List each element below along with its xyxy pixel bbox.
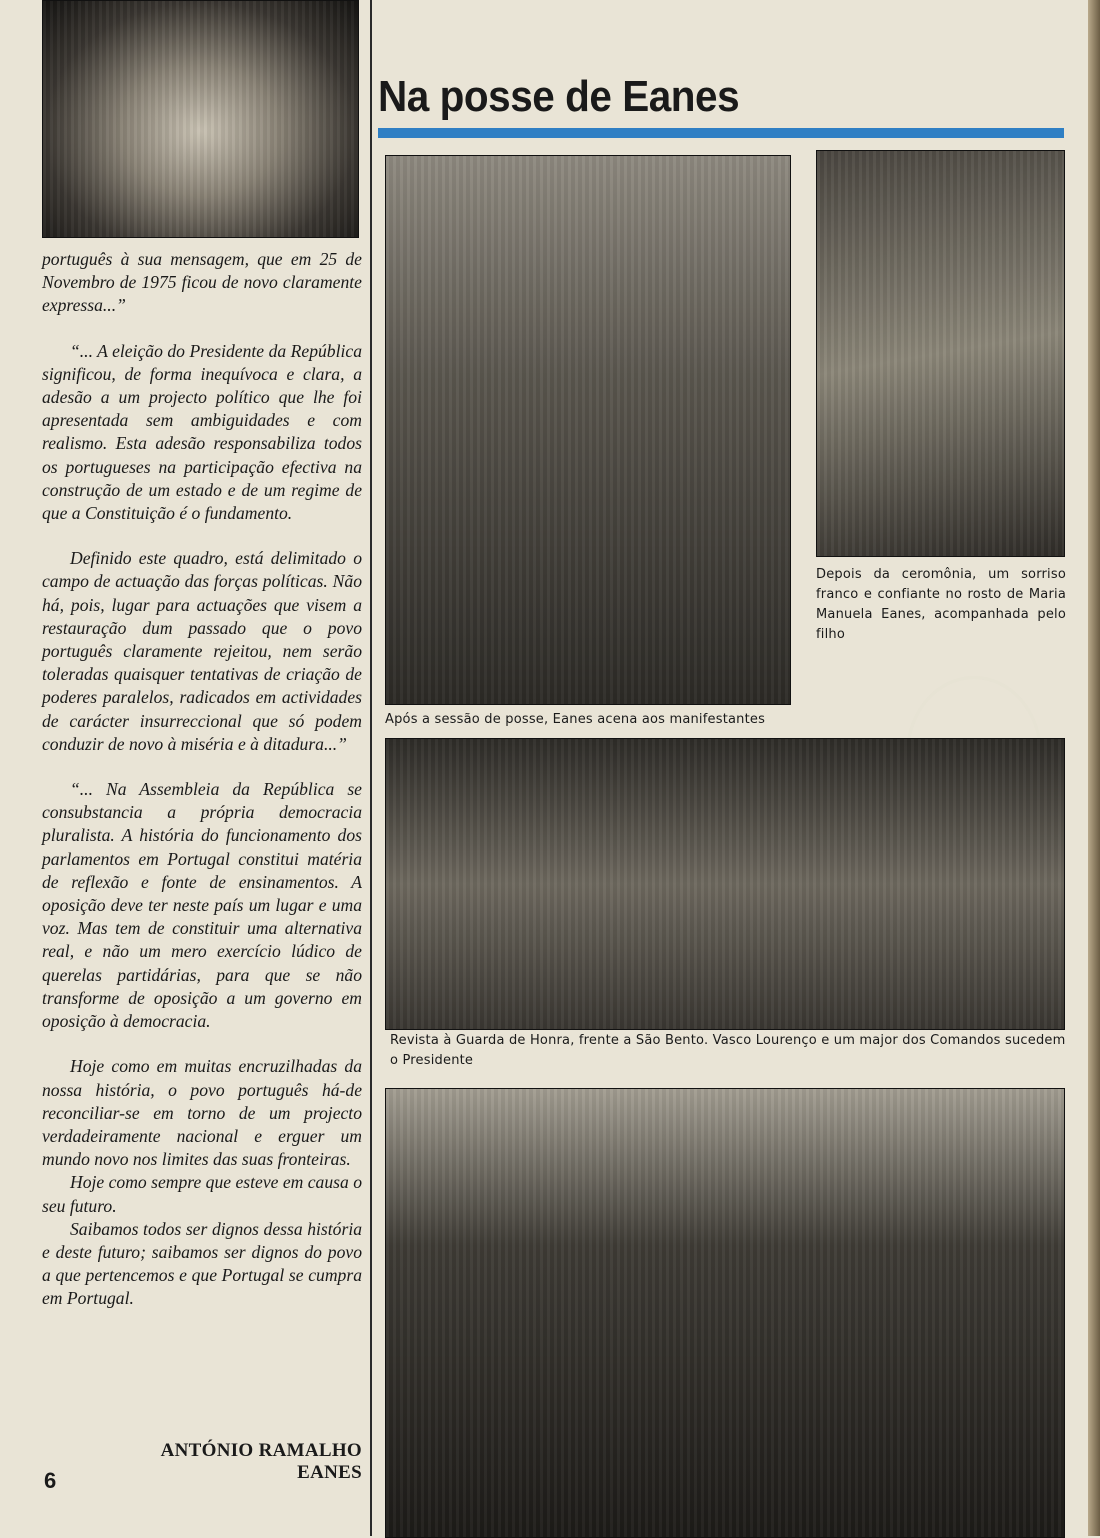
page-number: 6 bbox=[44, 1468, 57, 1493]
speech-paragraph: Hoje como em muitas encruzilhadas da nossa história, o povo português há-de reconciliar-se em torno de um projecto verdadeiramente nacional e erguer um mundo novo nos limites das suas fronteiras. bbox=[42, 1056, 362, 1170]
speech-signature: ANTÓNIO RAMALHO EANES bbox=[160, 1440, 362, 1483]
eanes-portrait-photo bbox=[42, 0, 359, 238]
speech-paragraph: Hoje como sempre que esteve em causa o seu futuro. bbox=[42, 1172, 362, 1216]
speech-paragraph: português à sua mensagem, que em 25 de Novembro de 1975 ficou de novo claramente expressa...” bbox=[42, 249, 362, 316]
balcony-caption: Após a sessão de posse, Eanes acena aos manifestantes bbox=[385, 712, 766, 727]
speech-column bbox=[42, 248, 362, 1311]
crowd-caption: Revista à Guarda de Honra, frente a São Bento. Vasco Lourenço e um major dos Comandos sucedem o Presidente bbox=[390, 1033, 1066, 1068]
speech-paragraph: Definido este quadro, está delimitado o campo de actuação das forças políticas. Não há, pois, lugar para actuações que visem a restauração dum passado que o povo português claramente rejeitou, nem serão toleradas quaisquer tentativas de criação de poderes paralelos, radicados em actividades de carácter insurreccional que só podem conduzir de novo à miséria e à ditadura...” bbox=[42, 548, 362, 754]
speech-paragraph: “... A eleição do Presidente da República significou, de forma inequívoca e clara, a adesão a um projecto político que lhe foi apresentada sem ambiguidades e com realismo. Esta adesão responsabiliza todos os portugueses na participação efectiva na construção de um estado e de um regime de que a Constituição é o fundamento. bbox=[42, 340, 362, 524]
article-headline: Na posse de Eanes bbox=[378, 72, 740, 121]
guard-of-honour-photo bbox=[385, 1088, 1065, 1538]
family-photo bbox=[816, 150, 1065, 557]
binding-edge bbox=[1088, 0, 1100, 1536]
balcony-photo bbox=[385, 155, 791, 705]
column-divider bbox=[370, 0, 372, 1536]
speech-paragraph: “... Na Assembleia da República se consubstancia a própria democracia pluralista. A história do funcionamento dos parlamentos em Portugal constitui matéria de reflexão e fonte de ensinamentos. A oposição deve ter neste país um lugar e uma voz. Mas tem de constituir uma alternativa real, e não um mero exercício lúdico de querelas partidárias, para que se não transforme de oposição a um governo em oposição à democracia. bbox=[42, 779, 362, 1032]
speech-paragraph: Saibamos todos ser dignos dessa história e deste futuro; saibamos ser dignos do povo a que pertencemos e que Portugal se cumpra em Portugal. bbox=[42, 1218, 362, 1309]
family-caption: Depois da ceromônia, um sorriso franco e confiante no rosto de Maria Manuela Eanes, acompanhada pelo filho bbox=[816, 567, 1066, 642]
crowd-motorcade-photo bbox=[385, 738, 1065, 1030]
headline-rule bbox=[378, 128, 1064, 138]
